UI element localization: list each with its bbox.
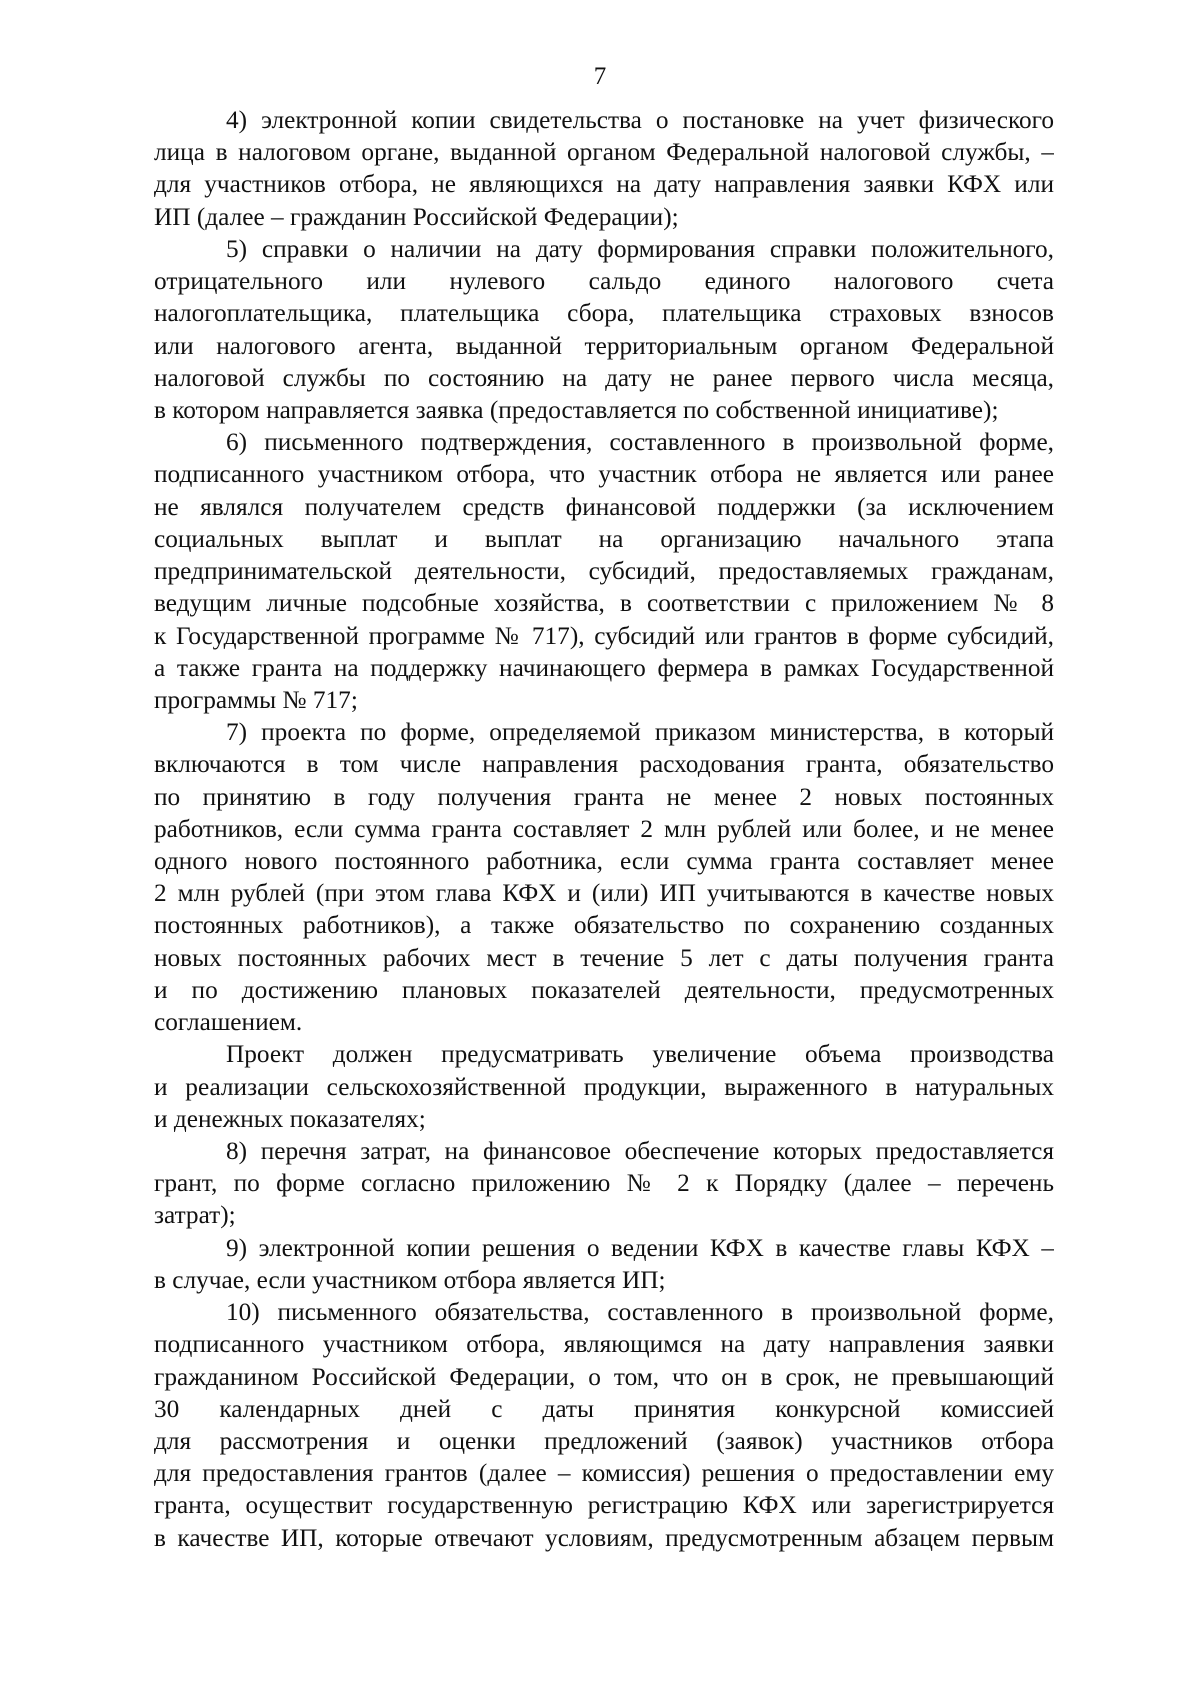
text-line: одного нового постоянного работника, если сумма гранта составляет менее	[154, 847, 1054, 876]
text-line: ИП (далее – гражданин Российской Федерации);	[154, 202, 679, 231]
text-line: предпринимательской деятельности, субсидий, предоставляемых гражданам,	[154, 557, 1054, 586]
text-line: по принятию в году получения гранта не менее 2 новых постоянных	[154, 782, 1054, 811]
text-line: 2 млн рублей (при этом глава КФХ и (или) ИП учитываются в качестве новых	[154, 879, 1054, 908]
text-line: лица в налоговом органе, выданной органом Федеральной налоговой службы, –	[154, 138, 1054, 167]
text-line: налогоплательщика, плательщика сбора, плательщика страховых взносов	[154, 299, 1054, 328]
text-line: программы № 717;	[154, 685, 358, 714]
text-line: работников, если сумма гранта составляет 2 млн рублей или более, и не менее	[154, 814, 1054, 843]
text-line: ведущим личные подсобные хозяйства, в соответствии с приложением № 8	[154, 589, 1054, 618]
page-number: 7	[593, 63, 607, 90]
text-line: подписанного участником отбора, являющимся на дату направления заявки	[154, 1330, 1054, 1359]
text-line: для рассмотрения и оценки предложений (заявок) участников отбора	[154, 1426, 1054, 1455]
text-line: 30 календарных дней с даты принятия конкурсной комиссией	[154, 1394, 1054, 1423]
text-line: 8) перечня затрат, на финансовое обеспечение которых предоставляется	[226, 1137, 1054, 1165]
text-line: к Государственной программе № 717), субсидий или грантов в форме субсидий,	[154, 621, 1054, 650]
text-line: отрицательного или нулевого сальдо единого налогового счета	[154, 267, 1054, 296]
text-line: грант, по форме согласно приложению № 2 к Порядку (далее – перечень	[154, 1169, 1054, 1198]
text-line: 7) проекта по форме, определяемой приказом министерства, в который	[226, 718, 1054, 747]
text-line: для предоставления грантов (далее – комиссия) решения о предоставлении ему	[154, 1459, 1054, 1488]
text-line: соглашением.	[154, 1008, 303, 1037]
text-line: включаются в том числе направления расходования гранта, обязательство	[154, 750, 1054, 779]
text-line: 10) письменного обязательства, составленного в произвольной форме,	[226, 1298, 1054, 1327]
text-line: затрат);	[154, 1201, 236, 1230]
text-line: не являлся получателем средств финансовой поддержки (за исключением	[154, 492, 1054, 521]
text-line: и по достижению плановых показателей деятельности, предусмотренных	[154, 975, 1054, 1004]
text-line: или налогового агента, выданной территориальным органом Федеральной	[154, 331, 1054, 360]
text-line: 5) справки о наличии на дату формирования справки положительного,	[226, 234, 1054, 263]
text-line: 6) письменного подтверждения, составленного в произвольной форме,	[226, 428, 1054, 457]
text-line: Проект должен предусматривать увеличение объема производства	[226, 1040, 1054, 1069]
text-line: в котором направляется заявка (предоставляется по собственной инициативе);	[154, 395, 999, 424]
text-line: а также гранта на поддержку начинающего фермера в рамках Государственной	[154, 653, 1054, 682]
text-line: подписанного участником отбора, что участник отбора не является или ранее	[154, 460, 1054, 489]
text-line: и реализации сельскохозяйственной продукции, выраженного в натуральных	[154, 1072, 1054, 1101]
text-line: новых постоянных рабочих мест в течение 5 лет с даты получения гранта	[154, 943, 1054, 972]
text-line: налоговой службы по состоянию на дату не ранее первого числа месяца,	[154, 363, 1054, 392]
text-line: в случае, если участником отбора является ИП;	[154, 1265, 666, 1294]
text-line: и денежных показателях;	[154, 1104, 426, 1133]
text-line: в качестве ИП, которые отвечают условиям, предусмотренным абзацем первым	[154, 1523, 1054, 1552]
text-line: социальных выплат и выплат на организацию начального этапа	[154, 524, 1054, 553]
text-line: гражданином Российской Федерации, о том, что он в срок, не превышающий	[154, 1362, 1054, 1391]
text-line: 4) электронной копии свидетельства о постановке на учет физического	[226, 106, 1054, 134]
text-line: 9) электронной копии решения о ведении КФХ в качестве главы КФХ –	[226, 1233, 1054, 1262]
body-text	[154, 104, 1054, 1554]
text-line: для участников отбора, не являющихся на дату направления заявки КФХ или	[154, 170, 1054, 199]
text-line: гранта, осуществит государственную регистрацию КФХ или зарегистрируется	[154, 1491, 1054, 1520]
text-line: постоянных работников), а также обязательство по сохранению созданных	[154, 911, 1054, 940]
